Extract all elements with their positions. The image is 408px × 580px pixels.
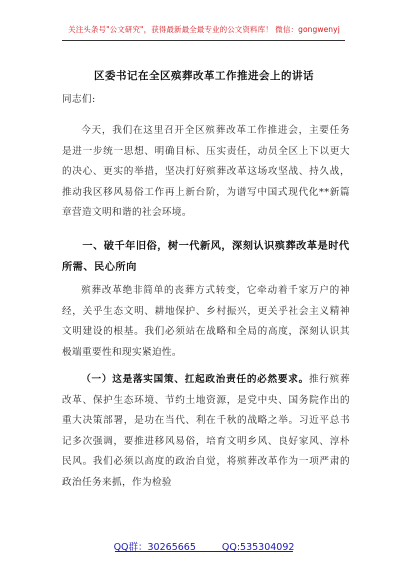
subsection-1-paragraph [62,370,350,494]
intro-paragraph: 今天，我们在这里召开全区殡葬改革工作推进会，主要任务是进一步统一思想、明确目标、压实责任，动员全区上下以更大的决心、更实的举措，坚决打好殡葬改革这场攻坚战、持久战，推动我区移风易俗工作再上新台阶，为谱写中国式现代化**新篇章营造文明和谐的社会环境。 [62,125,350,219]
qq-contact-number: QQ:535304092 [221,542,295,553]
footer-underline [115,551,293,552]
subsection-1-text: 推行殡葬改革、保护生态环境、节约土地资源，是党中央、国务院作出的重大决策部署，是功在当代、利在千秋的战略之举。习近平总书记多次强调，要推进移风易俗，培育文明乡风、良好家风、淳朴民风。我们必须以高度的政治自觉，将殡葬改革作为一项严肃的政治任务来抓，作为检验 [62,374,350,488]
salutation: 同志们: [62,94,96,105]
section-1-paragraph: 殡葬改革绝非简单的丧葬方式转变，它牵动着千家万户的神经，关乎生态文明、耕地保护、乡村振兴，更关乎社会主义精神文明建设的根基。我们必须站在战略和全局的高度，深刻认识其极端重要性和现实紧迫性。 [62,285,350,358]
subsection-heading-1: （一）这是落实国策、扛起政治责任的必然要求。 [81,374,309,385]
promo-header: 关注头条号"公文研究"，获得最新最全最专业的公文资料库！ 微信：gongwenyj [68,25,340,34]
section-heading-1: 一、破千年旧俗，树一代新风，深刻认识殡葬改革是时代所需、民心所向 [62,241,350,273]
qq-group-number: QQ群：30265665 [113,542,196,553]
page-title: 区委书记在全区殡葬改革工作推进会上的讲话 [94,70,314,82]
header-divider [62,40,345,41]
